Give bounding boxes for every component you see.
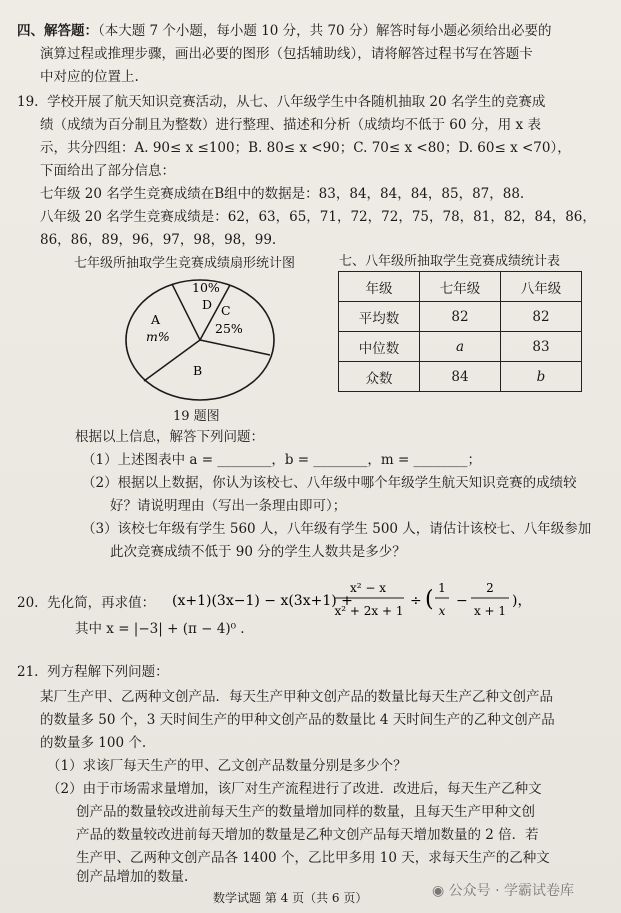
section-4-line-1 [17, 22, 551, 40]
pie-a-label: A [151, 312, 161, 327]
q21-line-2: 的数量多 50 个，3 天时间生产的甲种文创产品的数量比 4 天时间生产的乙种文创产品 [40, 712, 555, 728]
q19-line-4: 下面给出了部分信息： [40, 163, 175, 179]
q19-part-2a: （2）根据以上数据，你认为该校七、八年级中哪个年级学生航天知识竞赛的成绩较 [82, 475, 577, 491]
table-cell: 中位数 [339, 332, 420, 362]
q21-number: 21. [17, 664, 39, 680]
q21-line-0 [17, 663, 169, 681]
q20-number: 20. [17, 595, 39, 611]
q19-part-1: （1）上述图表中 a = ________，b = ________，m = ________； [82, 452, 482, 468]
q21-part-2d: 生产甲、乙两种文创产品各 1400 个，乙比甲多用 10 天，求每天生产的乙种文 [76, 850, 550, 866]
q20-div-sign: ÷ [410, 593, 422, 609]
q19-part-2b: 好？请说明理由（写出一条理由即可）； [110, 498, 347, 514]
q20-frac2-num: 1 [438, 581, 446, 595]
pie-d-value: 10% [192, 280, 220, 295]
section-4-heading: 四、解答题： [17, 23, 98, 39]
section-4-line-2: 演算过程或推理步骤，画出必要的图形（包括辅助线），请将解答过程书写在答题卡 [40, 46, 533, 62]
q19-text-1: 学校开展了航天知识竞赛活动，从七、八年级学生中各随机抽取 20 名学生的竞赛成 [47, 94, 546, 110]
q19-line-1 [17, 93, 545, 111]
table-row [339, 302, 582, 332]
table-cell: b [501, 362, 582, 392]
section-4-line-3: 中对应的位置上. [40, 69, 139, 85]
page-footer: 数学试题 第 4 页（共 6 页） [213, 891, 368, 905]
q20-open-paren: ( [425, 587, 434, 612]
q19-ask: 根据以上信息，解答下列问题： [75, 429, 264, 445]
q19-part-3a: （3）该校七年级有学生 560 人，八年级有学生 500 人，请估计该校七、八年级参加 [82, 521, 592, 537]
section-4-text-1: （本大题 7 个小题，每小题 10 分，共 70 分）解答时每小题必须给出必要的 [98, 23, 552, 39]
q20-frac1-num: x² − x [349, 581, 387, 595]
table-cell: 众数 [339, 362, 420, 392]
q20-lead: 先化简，再求值： [47, 595, 156, 611]
table-header-row [339, 272, 582, 302]
q19-line-6: 八年级 20 名学生竞赛成绩是：62，63，65，71，72，72，75，78，81，82，84，86， [40, 209, 596, 225]
pie-d-label: D [202, 297, 213, 312]
pie-chart-svg [120, 275, 280, 405]
q20-line-1 [17, 594, 155, 612]
pie-divider-cb [200, 340, 270, 355]
q19-line-2: 绩（成绩为百分制且为整数）进行整理、描述和分析（成绩均不低于 60 分，用 x 表 [40, 117, 541, 133]
stats-table-title: 七、八年级所抽取学生竞赛成绩统计表 [339, 254, 561, 269]
table-row [339, 362, 582, 392]
q20-frac2-den: x [438, 604, 446, 618]
table-cell: 平均数 [339, 302, 420, 332]
pie-chart-title: 七年级所抽取学生竞赛成绩扇形统计图 [74, 256, 296, 271]
q20-minus-sign: − [456, 593, 468, 609]
q20-expression [172, 575, 612, 625]
q21-part-2a: （2）由于市场需求量增加，该厂对生产流程进行了改进．改进后，每天生产乙种文 [47, 781, 542, 797]
q19-part-3b: 此次竞赛成绩不低于 90 分的学生人数共是多少？ [110, 544, 406, 560]
q20-expression-svg [172, 575, 612, 625]
table-cell: a [420, 332, 501, 362]
q21-lead: 列方程解下列问题： [47, 664, 169, 680]
table-cell: 83 [501, 332, 582, 362]
q19-line-7: 86，86，89，96，97，98，98，99. [40, 232, 277, 248]
q20-frac3-den: x + 1 [473, 604, 507, 618]
table-cell: 82 [501, 302, 582, 332]
q20-where: 其中 x = |−3| + (π − 4)⁰ . [75, 621, 245, 637]
q21-part-2c: 产品的数量较改进前每天增加的数量是乙种文创产品每天增加数量的 2 倍．若 [76, 827, 539, 843]
pie-chart [120, 275, 280, 405]
q20-frac1-den: x² + 2x + 1 [334, 604, 404, 618]
q20-frac3-num: 2 [486, 581, 494, 595]
pie-b-label: B [193, 363, 203, 378]
table-cell: 84 [420, 362, 501, 392]
q21-part-1: （1）求该厂每天生产的甲、乙文创产品数量分别是多少个？ [47, 758, 407, 774]
stats-table [338, 271, 582, 392]
table-header-cell: 七年级 [420, 272, 501, 302]
table-header-cell: 年级 [339, 272, 420, 302]
watermark-text: 公众号 · 学霸试卷库 [448, 883, 575, 899]
q21-line-3: 的数量多 100 个. [40, 735, 147, 751]
q19-line-5: 七年级 20 名学生竞赛成绩在B组中的数据是：83，84，84，84，85，87，88. [40, 186, 525, 202]
q19-number: 19. [17, 94, 39, 110]
table-header-cell: 八年级 [501, 272, 582, 302]
pie-c-value: 25% [215, 321, 243, 336]
pie-a-value: m% [146, 329, 170, 344]
q20-expr-part1: (x+1)(3x−1) − x(3x+1) + [172, 593, 353, 609]
table-row [339, 332, 582, 362]
q21-line-1: 某厂生产甲、乙两种文创产品．每天生产甲种文创产品的数量比每天生产乙种文创产品 [40, 689, 553, 705]
pie-divider-ba [144, 340, 203, 381]
figure-caption: 19 题图 [173, 409, 220, 424]
pie-c-label: C [221, 303, 231, 318]
q21-part-2e: 创产品增加的数量. [76, 869, 189, 885]
q19-line-3: 示，共分四组：A. 90≤ x ≤100；B. 80≤ x <90；C. 70≤ x <80；D. 60≤ x <70）， [40, 140, 571, 156]
q20-tail: )， [512, 593, 532, 609]
q21-part-2b: 创产品的数量较改进前每天生产的数量增加同样的数量，且每天生产甲种文创 [76, 804, 535, 820]
table-cell: 82 [420, 302, 501, 332]
wechat-icon: ◉ [432, 883, 445, 899]
watermark [432, 880, 574, 900]
